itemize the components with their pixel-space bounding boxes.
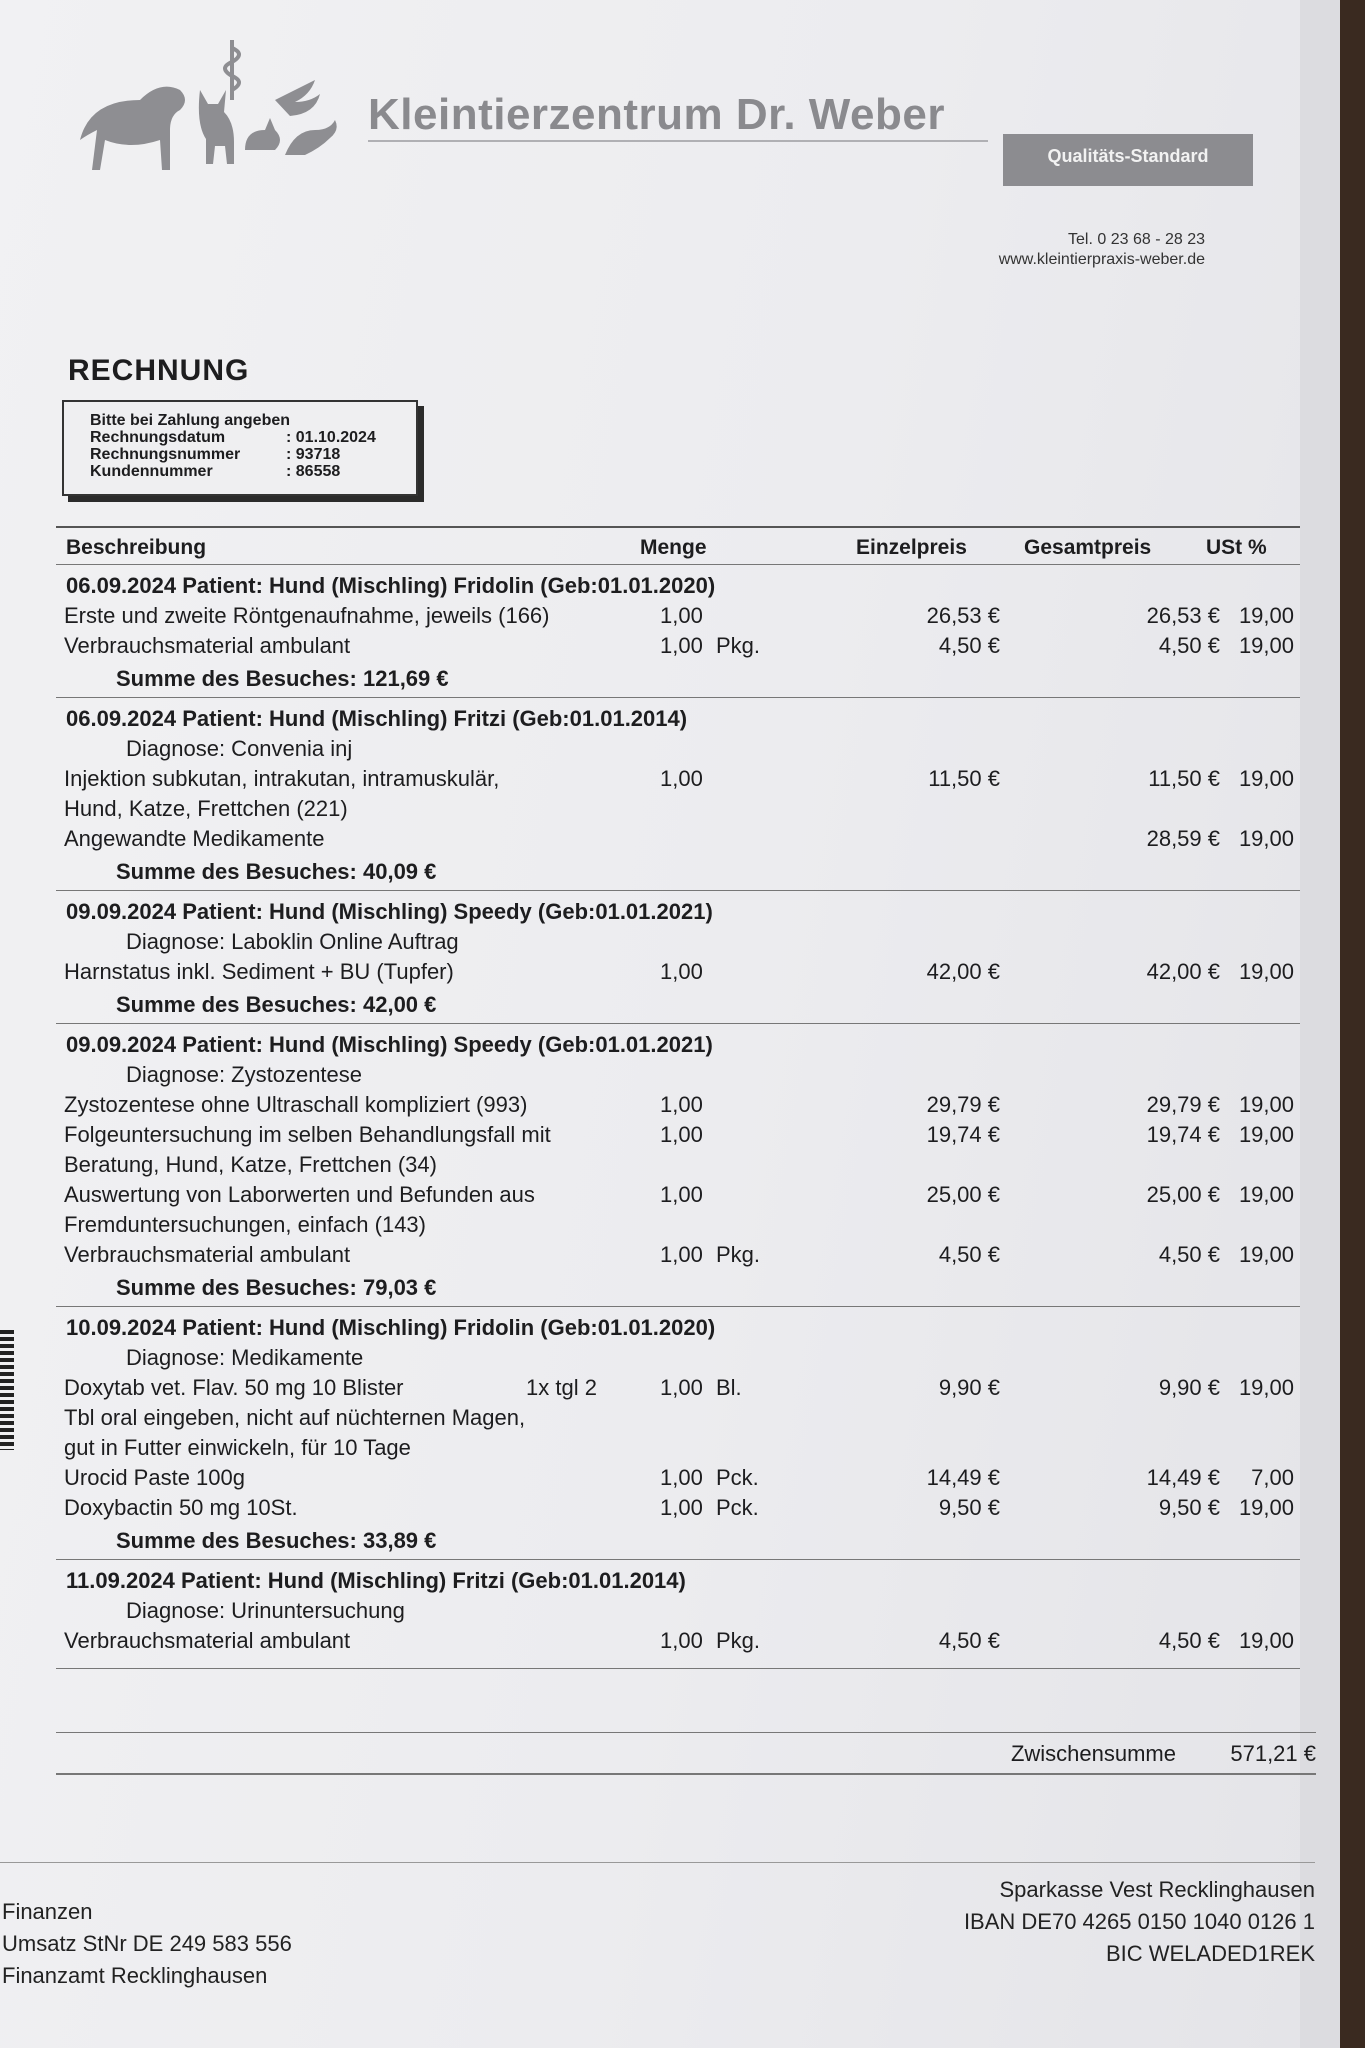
- phone-number: Tel. 0 23 68 - 28 23: [1068, 231, 1205, 248]
- line-total: 11,50 €: [1148, 766, 1220, 791]
- line-description: gut in Futter einwickeln, für 10 Tage: [64, 1435, 411, 1460]
- visit-block: [56, 698, 1300, 891]
- footer-bank-info: [964, 1874, 1315, 1970]
- line-quantity: 1,00: [660, 1628, 703, 1653]
- payment-info-box: [62, 400, 418, 496]
- line-total: 9,90 €: [1158, 1375, 1220, 1400]
- visit-block: [56, 891, 1300, 1024]
- table-row: [56, 764, 1300, 794]
- line-description: Zystozentese ohne Ultraschall kompliziert (993): [64, 1092, 528, 1117]
- visit-block: [56, 1560, 1300, 1669]
- visit-block: [56, 1307, 1300, 1560]
- line-vat: 19,00: [1238, 1628, 1294, 1653]
- subtotal-row: [56, 1732, 1316, 1775]
- line-description: Auswertung von Laborwerten und Befunden aus: [64, 1182, 535, 1207]
- info-row: [90, 446, 416, 463]
- line-unit-price: 25,00 €: [926, 1182, 1000, 1207]
- visit-header: 09.09.2024 Patient: Hund (Mischling) Speedy (Geb:01.01.2021): [66, 1032, 713, 1057]
- line-dosage: 1x tgl 2: [526, 1375, 597, 1400]
- visit-diagnosis: Diagnose: Zystozentese: [126, 1062, 363, 1087]
- col-vat: USt %: [1206, 536, 1267, 559]
- invoice-table: [56, 526, 1300, 1669]
- footer-line: Umsatz StNr DE 249 583 556: [2, 1931, 292, 1956]
- line-unit: Pkg.: [716, 1628, 761, 1653]
- line-unit: Pkg.: [716, 633, 761, 658]
- info-value: : 86558: [286, 463, 341, 480]
- line-vat: 19,00: [1238, 959, 1294, 984]
- table-row: [56, 1493, 1300, 1523]
- line-total: 4,50 €: [1158, 633, 1220, 658]
- brand-name: Kleintierzentrum Dr. Weber: [368, 90, 945, 139]
- table-row: [56, 957, 1300, 987]
- line-unit-price: 9,50 €: [938, 1495, 1000, 1520]
- barcode-strip: [0, 1330, 14, 1450]
- line-unit: Bl.: [716, 1375, 742, 1400]
- line-quantity: 1,00: [660, 1465, 703, 1490]
- line-description: Hund, Katze, Frettchen (221): [64, 796, 348, 821]
- line-description: Injektion subkutan, intrakutan, intramuskulär,: [64, 766, 500, 791]
- table-row: [56, 1433, 1300, 1463]
- line-total: 28,59 €: [1146, 826, 1220, 851]
- table-row: [56, 1210, 1300, 1240]
- line-quantity: 1,00: [660, 1242, 703, 1267]
- visit-header: 11.09.2024 Patient: Hund (Mischling) Fritzi (Geb:01.01.2014): [66, 1568, 686, 1593]
- visit-header: 09.09.2024 Patient: Hund (Mischling) Speedy (Geb:01.01.2021): [66, 899, 713, 924]
- footer-line: BIC WELADED1REK: [1105, 1941, 1315, 1966]
- table-row: [56, 794, 1300, 824]
- line-vat: 19,00: [1238, 1375, 1294, 1400]
- line-description: Doxytab vet. Flav. 50 mg 10 Blister: [64, 1375, 404, 1400]
- visit-header: 06.09.2024 Patient: Hund (Mischling) Fritzi (Geb:01.01.2014): [66, 706, 688, 731]
- line-quantity: 1,00: [660, 1122, 703, 1147]
- line-description: Erste und zweite Röntgenaufnahme, jeweils (166): [64, 603, 550, 628]
- subtotal-value: 571,21 €: [1230, 1741, 1316, 1766]
- visit-block: [56, 1024, 1300, 1307]
- line-description: Beratung, Hund, Katze, Frettchen (34): [64, 1152, 437, 1177]
- visit-sum: Summe des Besuches: 79,03 €: [116, 1275, 437, 1300]
- line-description: Verbrauchsmaterial ambulant: [64, 1242, 351, 1267]
- info-row: [90, 463, 416, 480]
- footer-line: Finanzamt Recklinghausen: [2, 1963, 268, 1988]
- line-description: Fremduntersuchungen, einfach (143): [64, 1212, 426, 1237]
- line-description: Urocid Paste 100g: [64, 1465, 245, 1490]
- line-description: Verbrauchsmaterial ambulant: [64, 1628, 351, 1653]
- table-row: [56, 1240, 1300, 1270]
- line-quantity: 1,00: [660, 603, 703, 628]
- line-total: 9,50 €: [1158, 1495, 1220, 1520]
- visit-sum: Summe des Besuches: 40,09 €: [116, 859, 437, 884]
- footer-divider: [0, 1862, 1315, 1863]
- contact-block: [999, 230, 1205, 270]
- line-unit-price: 14,49 €: [926, 1465, 1000, 1490]
- info-value: : 93718: [286, 446, 341, 463]
- table-header: [56, 528, 1300, 565]
- line-vat: 19,00: [1238, 1182, 1294, 1207]
- line-vat: 19,00: [1238, 1122, 1294, 1147]
- visit-sum: Summe des Besuches: 42,00 €: [116, 992, 437, 1017]
- line-description: Folgeuntersuchung im selben Behandlungsfall mit: [64, 1122, 551, 1147]
- col-quantity: Menge: [640, 536, 707, 559]
- payment-info-heading: Bitte bei Zahlung angeben: [90, 412, 291, 429]
- line-total: 29,79 €: [1146, 1092, 1220, 1117]
- table-row: [56, 1180, 1300, 1210]
- line-unit-price: 29,79 €: [926, 1092, 1000, 1117]
- table-row: [56, 601, 1300, 631]
- visit-spacer: [56, 1656, 1300, 1668]
- quality-badge: Qualitäts-Standard: [1003, 134, 1253, 186]
- line-vat: 19,00: [1238, 603, 1294, 628]
- line-unit-price: 4,50 €: [938, 1628, 1000, 1653]
- line-unit-price: 9,90 €: [938, 1375, 1000, 1400]
- col-total: Gesamtpreis: [1024, 536, 1152, 559]
- line-quantity: 1,00: [660, 1092, 703, 1117]
- line-unit-price: 42,00 €: [926, 959, 1000, 984]
- info-key: Rechnungsnummer: [90, 446, 241, 463]
- line-vat: 7,00: [1251, 1465, 1294, 1490]
- line-unit-price: 26,53 €: [926, 603, 1000, 628]
- line-unit-price: 11,50 €: [928, 766, 1000, 791]
- col-unit-price: Einzelpreis: [856, 536, 967, 559]
- visit-sum: Summe des Besuches: 121,69 €: [116, 666, 449, 691]
- visit-diagnosis: Diagnose: Medikamente: [126, 1345, 364, 1370]
- table-row: [56, 631, 1300, 661]
- line-total: 4,50 €: [1158, 1628, 1220, 1653]
- line-vat: 19,00: [1238, 1495, 1294, 1520]
- document-title: RECHNUNG: [68, 354, 250, 387]
- line-unit-price: 4,50 €: [938, 1242, 1000, 1267]
- line-vat: 19,00: [1238, 826, 1294, 851]
- table-row: [56, 824, 1300, 854]
- website-link[interactable]: www.kleintierpraxis-weber.de: [998, 251, 1205, 268]
- line-description: Doxybactin 50 mg 10St.: [64, 1495, 298, 1520]
- line-unit: Pck.: [716, 1465, 759, 1490]
- info-value: : 01.10.2024: [286, 429, 376, 446]
- table-row: [56, 1403, 1300, 1433]
- table-row: [56, 1373, 1300, 1403]
- footer-tax-info: [2, 1896, 292, 1992]
- line-description: Angewandte Medikamente: [64, 826, 325, 851]
- line-vat: 19,00: [1238, 766, 1294, 791]
- visit-sum: Summe des Besuches: 33,89 €: [116, 1528, 437, 1553]
- line-description: Harnstatus inkl. Sediment + BU (Tupfer): [64, 959, 454, 984]
- table-row: [56, 1120, 1300, 1150]
- info-row: [90, 429, 416, 446]
- info-key: Rechnungsdatum: [90, 429, 226, 446]
- visit-diagnosis: Diagnose: Urinuntersuchung: [126, 1598, 405, 1623]
- visit-header: 10.09.2024 Patient: Hund (Mischling) Fridolin (Geb:01.01.2020): [66, 1315, 716, 1340]
- line-total: 14,49 €: [1146, 1465, 1220, 1490]
- line-total: 19,74 €: [1146, 1122, 1220, 1147]
- line-unit-price: 4,50 €: [938, 633, 1000, 658]
- line-vat: 19,00: [1238, 633, 1294, 658]
- footer-line: Finanzen: [2, 1899, 93, 1924]
- line-quantity: 1,00: [660, 633, 703, 658]
- table-row: [56, 1463, 1300, 1493]
- brand-underline: [368, 140, 988, 142]
- table-row: [56, 1090, 1300, 1120]
- line-vat: 19,00: [1238, 1092, 1294, 1117]
- line-vat: 19,00: [1238, 1242, 1294, 1267]
- line-quantity: 1,00: [660, 766, 703, 791]
- line-unit: Pck.: [716, 1495, 759, 1520]
- info-key: Kundennummer: [90, 463, 213, 480]
- line-quantity: 1,00: [660, 1495, 703, 1520]
- visit-diagnosis: Diagnose: Convenia inj: [126, 736, 353, 761]
- visit-diagnosis: Diagnose: Laboklin Online Auftrag: [126, 929, 459, 954]
- line-quantity: 1,00: [660, 1182, 703, 1207]
- animal-logo-icon: [70, 40, 370, 170]
- line-total: 25,00 €: [1146, 1182, 1220, 1207]
- line-description: Tbl oral eingeben, nicht auf nüchternen Magen,: [64, 1405, 526, 1430]
- col-description: Beschreibung: [66, 536, 207, 559]
- line-unit-price: 19,74 €: [926, 1122, 1000, 1147]
- subtotal-label: Zwischensumme: [1010, 1741, 1176, 1766]
- table-row: [56, 1150, 1300, 1180]
- line-unit: Pkg.: [716, 1242, 761, 1267]
- visit-header: 06.09.2024 Patient: Hund (Mischling) Fridolin (Geb:01.01.2020): [66, 573, 716, 598]
- line-total: 4,50 €: [1158, 1242, 1220, 1267]
- line-description: Verbrauchsmaterial ambulant: [64, 633, 351, 658]
- footer-line: IBAN DE70 4265 0150 1040 0126 1: [963, 1909, 1315, 1934]
- line-quantity: 1,00: [660, 1375, 703, 1400]
- footer-line: Sparkasse Vest Recklinghausen: [999, 1877, 1315, 1902]
- table-row: [56, 1626, 1300, 1656]
- line-quantity: 1,00: [660, 959, 703, 984]
- visit-block: [56, 565, 1300, 698]
- line-total: 42,00 €: [1146, 959, 1220, 984]
- line-total: 26,53 €: [1146, 603, 1220, 628]
